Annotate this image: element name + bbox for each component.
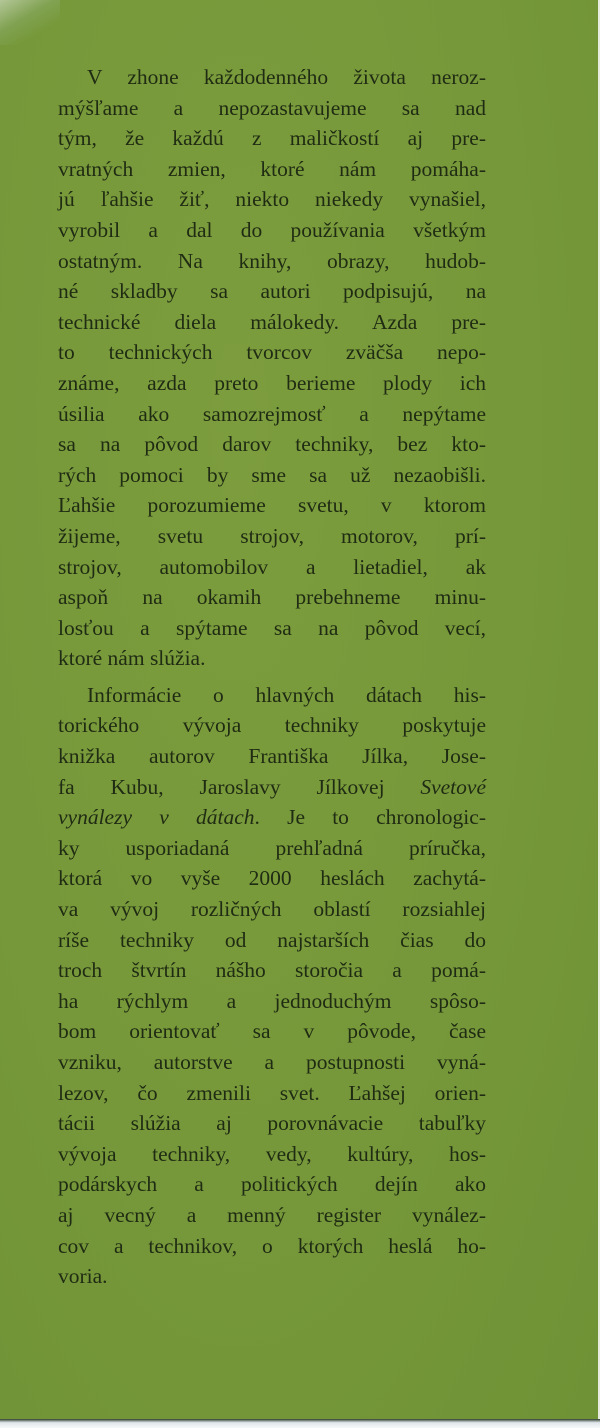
text-line — [58, 460, 486, 491]
line-text: žijeme, svetu strojov, motorov, prí- — [58, 523, 486, 548]
text-line — [58, 772, 486, 803]
book-title-text: Svetové — [420, 774, 486, 799]
text-line — [58, 184, 486, 215]
line-text: ha rýchlym a jednoduchým spôso- — [58, 988, 486, 1013]
text-line — [58, 246, 486, 277]
line-text: cov a technikov, o ktorých heslá ho- — [58, 1233, 486, 1258]
text-line — [58, 552, 486, 583]
line-text: . Je to chronologic- — [254, 805, 486, 830]
line-text: né skladby sa autori podpisujú, na — [58, 279, 486, 304]
line-text: aspoň na okamih prebehneme minu- — [58, 585, 486, 610]
line-text: sa na pôvod darov techniky, bez kto- — [58, 432, 486, 457]
text-line — [58, 955, 486, 986]
text-line — [58, 863, 486, 894]
text-line — [58, 123, 486, 154]
line-text: V zhone každodenného života neroz- — [87, 65, 486, 89]
text-line — [58, 613, 486, 644]
line-text: vzniku, autorstve a postupnosti vyná- — [58, 1050, 486, 1074]
text-line — [58, 1261, 486, 1292]
line-text: Ľahšie porozumieme svetu, v ktorom — [58, 493, 486, 518]
line-text: ostatným. Na knihy, obrazy, hudob- — [58, 248, 486, 273]
text-line — [58, 1078, 486, 1109]
paragraph-1 — [58, 62, 486, 674]
line-text: rých pomoci by sme sa už nezaobišli. — [58, 462, 486, 487]
line-text: Informácie o hlavných dátach his- — [87, 682, 486, 707]
line-text: známe, azda preto berieme plody ich — [58, 370, 486, 395]
scan-edge — [0, 1419, 600, 1428]
text-line — [58, 710, 486, 741]
line-text: knižka autorov Františka Jílka, Jose- — [58, 744, 486, 769]
book-title-text: vynálezy v dátach — [58, 805, 255, 830]
line-text: podárskych a politických dejín ako — [58, 1172, 486, 1197]
text-line — [58, 337, 486, 368]
text-line — [58, 680, 486, 711]
text-line — [58, 368, 486, 399]
line-text: úsilia ako samozrejmosť a nepýtame — [58, 401, 486, 426]
line-text: troch štvrtín nášho storočia a pomá- — [58, 958, 486, 983]
line-text: losťou a spýtame sa na pôvod vecí, — [58, 615, 486, 640]
text-line — [58, 276, 486, 307]
text-line — [58, 643, 486, 674]
line-text: fa Kubu, Jaroslavy Jílkovej — [58, 774, 421, 799]
line-text: technické diela málokedy. Azda pre- — [58, 309, 486, 334]
text-line — [58, 741, 486, 772]
line-text: ky usporiadaná prehľadná príručka, — [58, 835, 486, 860]
line-text: torického vývoja techniky poskytuje — [58, 713, 486, 738]
line-text: vyrobil a dal do používania všetkým — [58, 217, 486, 242]
line-text: va vývoj rozličných oblastí rozsiahlej — [58, 897, 486, 922]
line-text: lezov, čo zmenili svet. Ľahšej orien- — [58, 1080, 486, 1105]
line-text: to technických tvorcov zväčša nepo- — [58, 340, 486, 365]
text-line — [58, 802, 486, 833]
line-text: mýšľame a nepozastavujeme sa nad — [58, 95, 486, 120]
line-text: jú ľahšie žiť, niekto niekedy vynašiel, — [58, 187, 486, 212]
line-text: tácii slúžia aj porovnávacie tabuľky — [58, 1111, 486, 1136]
line-text: tým, že každú z maličkostí aj pre- — [58, 126, 486, 151]
text-line — [58, 1016, 486, 1047]
line-text: aj vecný a menný register vynález- — [58, 1202, 486, 1227]
text-line — [58, 1231, 486, 1262]
line-text: vratných zmien, ktoré nám pomáha- — [58, 156, 486, 181]
text-line — [58, 833, 486, 864]
text-line — [58, 399, 486, 430]
text-line — [58, 986, 486, 1017]
text-line — [58, 154, 486, 185]
line-text: ríše techniky od najstarších čias do — [58, 927, 486, 952]
text-line — [58, 582, 486, 613]
text-line — [58, 1047, 486, 1078]
line-text: ktorá vo vyše 2000 heslách zachytá- — [58, 866, 486, 891]
text-line — [58, 1169, 486, 1200]
text-line — [58, 490, 486, 521]
text-line — [58, 521, 486, 552]
text-line — [58, 215, 486, 246]
text-line — [58, 93, 486, 124]
paragraph-2 — [58, 680, 486, 1292]
worn-corner — [0, 0, 60, 45]
blurb-text — [58, 62, 486, 1292]
text-line — [58, 429, 486, 460]
text-line — [58, 1108, 486, 1139]
text-line — [58, 1139, 486, 1170]
line-text: bom orientovať sa v pôvode, čase — [58, 1019, 486, 1044]
text-line — [58, 307, 486, 338]
line-text: strojov, automobilov a lietadiel, ak — [58, 554, 486, 579]
text-line — [58, 894, 486, 925]
line-text: voria. — [58, 1264, 108, 1289]
line-text: ktoré nám slúžia. — [58, 646, 206, 671]
text-line — [58, 62, 486, 93]
text-line — [58, 1200, 486, 1231]
text-line — [58, 925, 486, 956]
line-text: vývoja techniky, vedy, kultúry, hos- — [58, 1141, 486, 1166]
